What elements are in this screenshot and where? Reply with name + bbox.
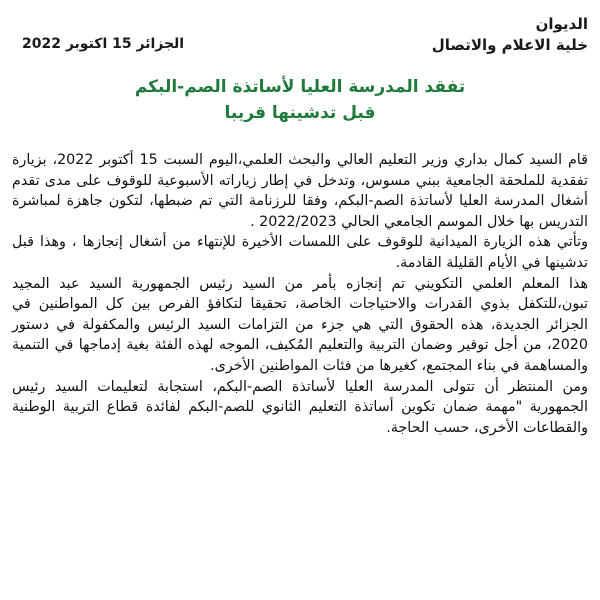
- title-line-2: قبل تدشينها قريبا: [224, 103, 376, 123]
- issuer-unit: خلية الاعلام والاتصال: [431, 36, 588, 54]
- title-line-1: تفقد المدرسة العليا لأساتذة الصم-البكم: [134, 77, 466, 97]
- body-paragraph: ومن المنتظر أن تتولى المدرسة العليا لأساتذة الصم-البكم، استجابة لتعليمات السيد رئيس الجمهورية "مهمة ضمان تكوين أساتذة التعليم الثانوي للصم-البكم لفائدة قطاع التربية الوطنية والقطاعات الأخرى، حسب الحاجة.: [12, 378, 588, 436]
- issuer-block: [432, 14, 588, 56]
- body-paragraph: هذا المعلم العلمي التكويني تم إنجازه بأمر من السيد رئيس الجمهورية السيد عبد المجيد تبون،للتكفل بذوي القدرات والاحتياجات الخاصة، تحقيقا لتكافؤ الفرص بين كل المواطنين في الجزائر الجديدة، هذه الحقوق التي هي جزء من التزامات السيد الرئيس والمكفولة في دستور 2020، من أجل توفير وضمان التربية والتعليم المُكيف، الموجه لهذه الفئة بغية إدماجها في التنمية والمساهمة في بناء المجتمع، كغيرها من فئات المواطنين الأخرى.: [12, 275, 588, 374]
- document-title: [0, 74, 600, 126]
- issuer-office: الديوان: [535, 15, 588, 33]
- document-body: [12, 150, 588, 438]
- body-paragraph: وتأتي هذه الزيارة الميدانية للوقوف على اللمسات الأخيرة للإنتهاء من أشغال إنجازها ، وهذا قبل تدشينها في الأيام القليلة القادمة.: [12, 234, 588, 271]
- body-paragraph: قام السيد كمال بداري وزير التعليم العالي والبحث العلمي،اليوم السبت 15 أكتوبر 2022، بزيارة تفقدية للملحقة الجامعية ببني مسوس، وتدخل في إطار زياراته الأسبوعية للوقوف على مدى تقدم أشغال المدرسة العليا لأساتذة الصم-البكم، وفقا للرزنامة التي تم ضبطها، لتكون جاهزة لمباشرة التدريس بها خلال الموسم الجامعي الحالي 2022/2023 .: [12, 152, 588, 230]
- document-date: الجزائر 15 اكتوبر 2022: [22, 36, 185, 52]
